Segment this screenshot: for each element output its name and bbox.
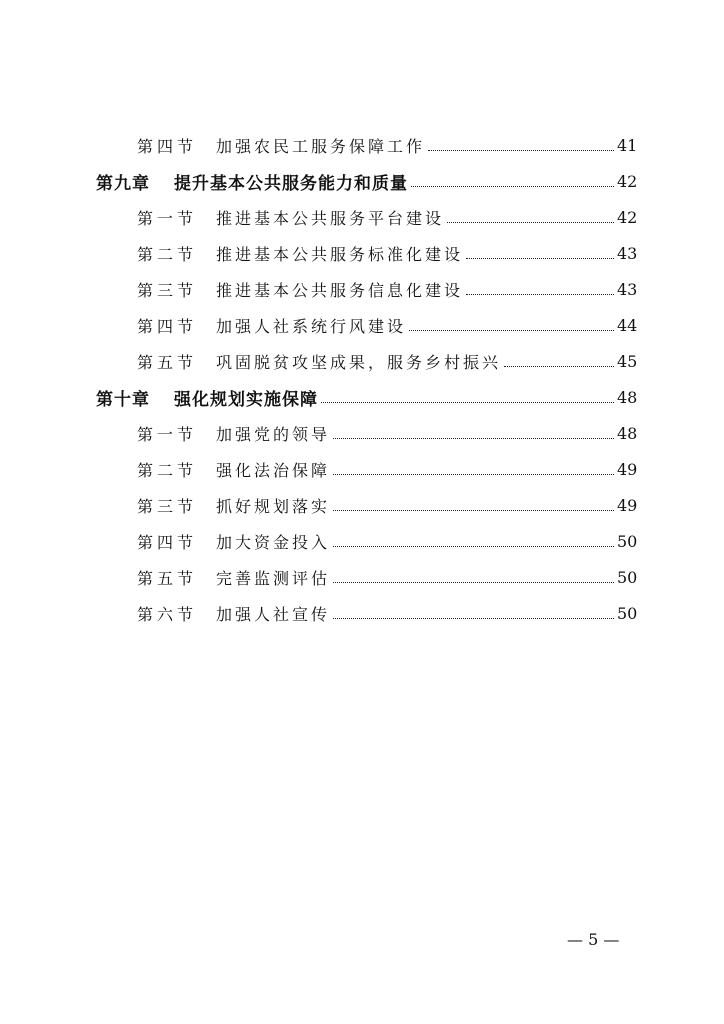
toc-dot-leader	[447, 222, 614, 223]
toc-entry-title: 完善监测评估	[216, 568, 331, 588]
toc-dot-leader	[504, 366, 614, 367]
toc-entry-number: 第四节	[137, 316, 198, 336]
toc-entry-number: 第一节	[137, 208, 198, 228]
toc-entry-number: 第三节	[137, 496, 198, 516]
toc-entry-page: 50	[617, 603, 638, 623]
toc-dot-leader	[333, 474, 614, 475]
toc-entry	[0, 451, 724, 487]
toc-entry	[0, 199, 724, 235]
toc-entry-page: 49	[617, 459, 638, 479]
toc-entry	[0, 595, 724, 631]
toc-entry-page: 48	[617, 423, 638, 443]
toc-entry-number: 第四节	[137, 532, 198, 552]
toc-entry-number: 第六节	[137, 604, 198, 624]
toc-entry	[0, 271, 724, 307]
toc-dot-leader	[466, 258, 614, 259]
toc-entry-number: 第五节	[137, 568, 198, 588]
toc-entry-title: 推进基本公共服务平台建设	[216, 208, 445, 228]
toc-chapter-number: 第十章	[96, 389, 150, 410]
footer-page-number: — 5 —	[567, 930, 620, 949]
toc-entry-title: 巩固脱贫攻坚成果，服务乡村振兴	[216, 352, 502, 372]
toc-dot-leader	[333, 438, 614, 439]
toc-dot-leader	[411, 186, 614, 187]
toc-entry-page: 43	[617, 279, 638, 299]
toc-dot-leader	[333, 618, 614, 619]
toc-entry-number: 第二节	[137, 460, 198, 480]
toc-chapter-entry	[0, 379, 724, 415]
toc-entry-page: 43	[617, 243, 638, 263]
toc-entry-page: 50	[617, 567, 638, 587]
toc-dot-leader	[321, 402, 614, 403]
toc-chapter-entry	[0, 163, 724, 199]
toc-entry-page: 41	[617, 135, 638, 155]
toc-entry-page: 45	[617, 351, 638, 371]
table-of-contents	[0, 127, 724, 631]
toc-entry-number: 第二节	[137, 244, 198, 264]
toc-entry-title: 抓好规划落实	[216, 496, 331, 516]
toc-entry-title: 加强人社系统行风建设	[216, 316, 407, 336]
toc-entry-title: 推进基本公共服务信息化建设	[216, 280, 464, 300]
toc-chapter-page: 48	[617, 387, 638, 407]
toc-dot-leader	[333, 582, 614, 583]
toc-entry	[0, 415, 724, 451]
toc-entry	[0, 523, 724, 559]
toc-entry	[0, 307, 724, 343]
toc-entry-title: 加强农民工服务保障工作	[216, 136, 426, 156]
toc-entry	[0, 127, 724, 163]
toc-entry-page: 50	[617, 531, 638, 551]
toc-entry-title: 加强人社宣传	[216, 604, 331, 624]
toc-chapter-title: 强化规划实施保障	[174, 389, 318, 410]
toc-entry	[0, 343, 724, 379]
toc-entry-page: 42	[617, 207, 638, 227]
toc-dot-leader	[333, 510, 614, 511]
toc-dot-leader	[428, 150, 614, 151]
toc-entry-page: 44	[617, 315, 638, 335]
toc-entry-title: 加强党的领导	[216, 424, 331, 444]
toc-entry	[0, 559, 724, 595]
toc-entry-number: 第四节	[137, 136, 198, 156]
toc-entry	[0, 487, 724, 523]
toc-entry-title: 加大资金投入	[216, 532, 331, 552]
toc-chapter-title: 提升基本公共服务能力和质量	[174, 173, 408, 194]
toc-entry	[0, 235, 724, 271]
toc-entry-title: 强化法治保障	[216, 460, 331, 480]
toc-entry-number: 第一节	[137, 424, 198, 444]
toc-entry-number: 第三节	[137, 280, 198, 300]
toc-entry-page: 49	[617, 495, 638, 515]
toc-dot-leader	[466, 294, 614, 295]
toc-chapter-page: 42	[617, 171, 638, 191]
toc-entry-number: 第五节	[137, 352, 198, 372]
toc-dot-leader	[409, 330, 614, 331]
toc-chapter-number: 第九章	[96, 173, 150, 194]
toc-dot-leader	[333, 546, 614, 547]
toc-entry-title: 推进基本公共服务标准化建设	[216, 244, 464, 264]
